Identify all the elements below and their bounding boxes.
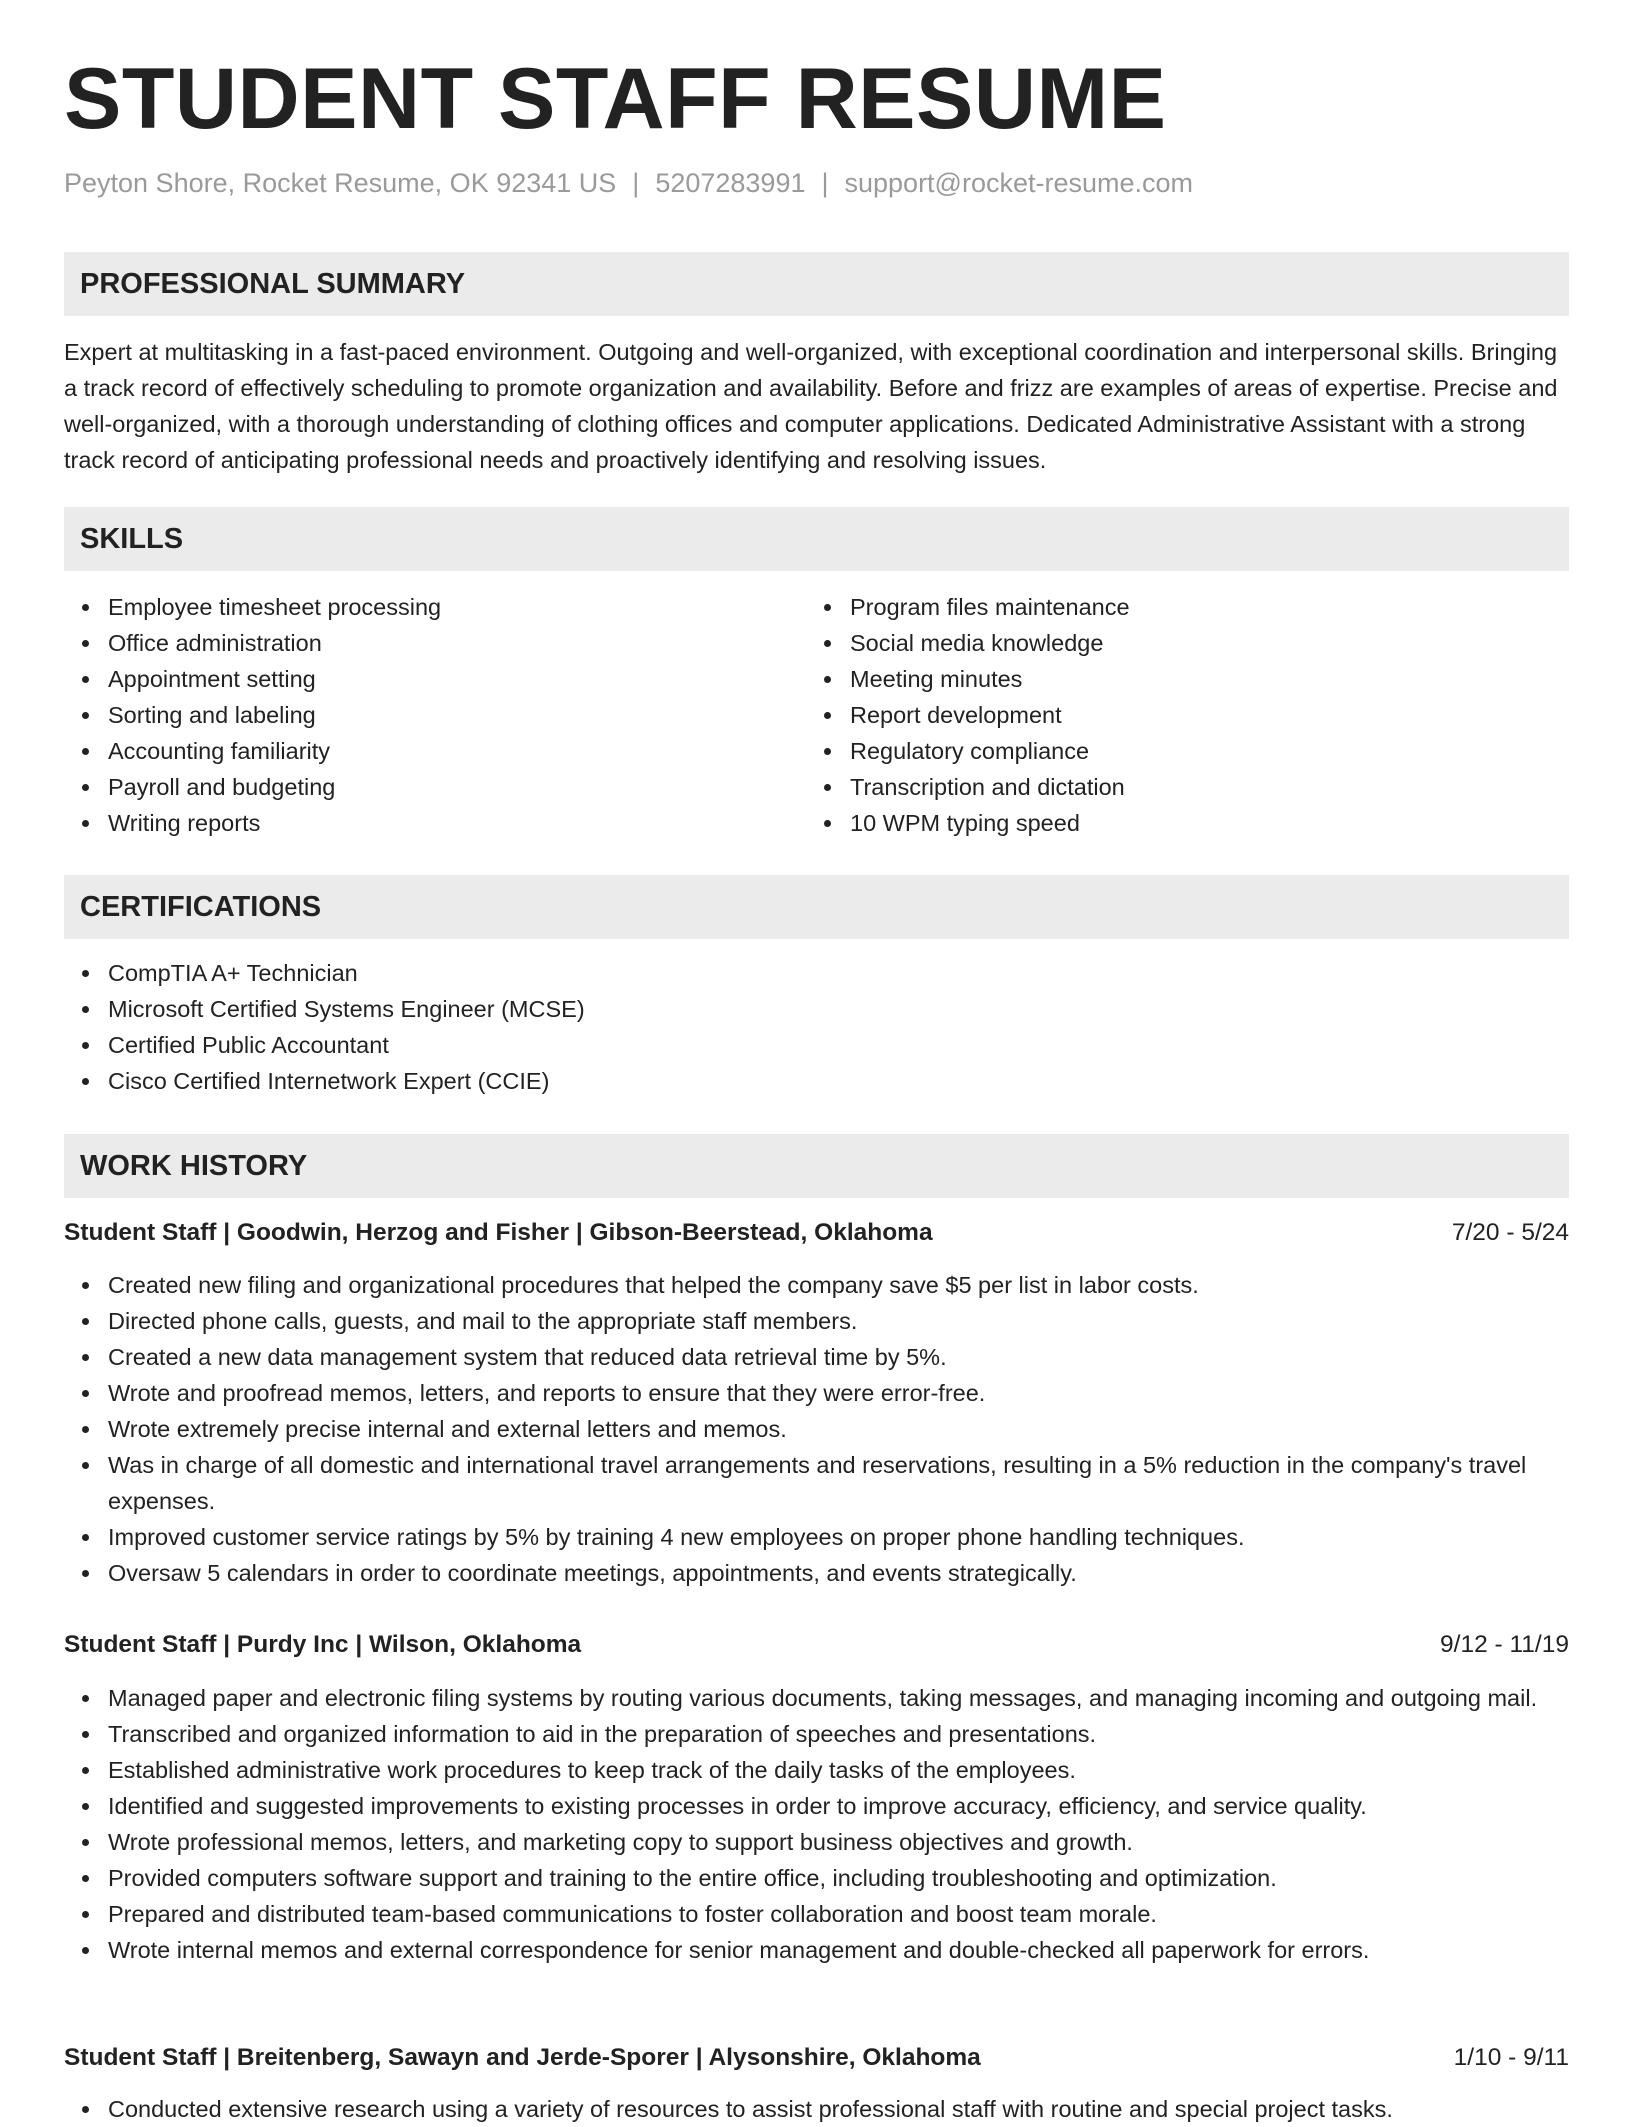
job-bullets bbox=[64, 1680, 1569, 1968]
certification-item: Microsoft Certified Systems Engineer (MCSE) bbox=[108, 991, 1508, 1027]
skills-list-right bbox=[806, 589, 1550, 841]
certification-item: Certified Public Accountant bbox=[108, 1027, 1508, 1063]
job-bullet: Wrote extremely precise internal and external letters and memos. bbox=[108, 1411, 1569, 1447]
job-bullets bbox=[64, 1267, 1569, 1591]
job-title: Student Staff | Goodwin, Herzog and Fisher | Gibson-Beerstead, Oklahoma bbox=[64, 1219, 933, 1246]
contact-line bbox=[64, 168, 1193, 199]
resume-title: STUDENT STAFF RESUME bbox=[64, 51, 1167, 147]
job-bullet: Wrote professional memos, letters, and marketing copy to support business objectives and growth. bbox=[108, 1824, 1569, 1860]
contact-email: support@rocket-resume.com bbox=[844, 168, 1194, 198]
job-bullet: Created new filing and organizational procedures that helped the company save $5 per list in labor costs. bbox=[108, 1267, 1569, 1303]
certification-item: Cisco Certified Internetwork Expert (CCIE) bbox=[108, 1063, 1508, 1099]
contact-separator: | bbox=[821, 168, 829, 198]
job-bullet: Directed phone calls, guests, and mail to the appropriate staff members. bbox=[108, 1303, 1569, 1339]
job-bullet: Transcribed and organized information to aid in the preparation of speeches and presentations. bbox=[108, 1716, 1569, 1752]
skill-item: Writing reports bbox=[108, 805, 798, 841]
skill-item: Payroll and budgeting bbox=[108, 769, 798, 805]
certifications-list bbox=[64, 955, 1508, 1099]
job-title: Student Staff | Purdy Inc | Wilson, Oklahoma bbox=[64, 1631, 582, 1658]
skill-item: Social media knowledge bbox=[850, 625, 1550, 661]
skill-item: 10 WPM typing speed bbox=[850, 805, 1550, 841]
job-dates: 9/12 - 11/19 bbox=[1440, 1631, 1569, 1658]
job-bullets bbox=[64, 2091, 1569, 2127]
skill-item: Office administration bbox=[108, 625, 798, 661]
job-bullet: Created a new data management system that reduced data retrieval time by 5%. bbox=[108, 1339, 1569, 1375]
job-title: Student Staff | Breitenberg, Sawayn and Jerde-Sporer | Alysonshire, Oklahoma bbox=[64, 2044, 981, 2071]
skill-item: Employee timesheet processing bbox=[108, 589, 798, 625]
skill-item: Meeting minutes bbox=[850, 661, 1550, 697]
job-dates: 7/20 - 5/24 bbox=[1451, 1219, 1569, 1246]
job-bullet: Provided computers software support and training to the entire office, including troubleshooting and optimization. bbox=[108, 1860, 1569, 1896]
job-bullet: Oversaw 5 calendars in order to coordinate meetings, appointments, and events strategically. bbox=[108, 1555, 1569, 1591]
job-bullet: Managed paper and electronic filing systems by routing various documents, taking messages, and managing incoming and outgoing mail. bbox=[108, 1680, 1569, 1716]
skill-item: Accounting familiarity bbox=[108, 733, 798, 769]
job-header bbox=[64, 1627, 1569, 1663]
job-bullet: Wrote and proofread memos, letters, and reports to ensure that they were error-free. bbox=[108, 1375, 1569, 1411]
job-header bbox=[64, 2040, 1569, 2076]
skill-item: Report development bbox=[850, 697, 1550, 733]
skill-item: Sorting and labeling bbox=[108, 697, 798, 733]
section-heading-summary: PROFESSIONAL SUMMARY bbox=[64, 252, 1569, 316]
skill-item: Transcription and dictation bbox=[850, 769, 1550, 805]
job-dates: 1/10 - 9/11 bbox=[1453, 2044, 1569, 2071]
job-bullet: Improved customer service ratings by 5% by training 4 new employees on proper phone handling techniques. bbox=[108, 1519, 1569, 1555]
skill-item: Regulatory compliance bbox=[850, 733, 1550, 769]
job-bullet: Established administrative work procedures to keep track of the daily tasks of the employees. bbox=[108, 1752, 1569, 1788]
section-heading-work-history: WORK HISTORY bbox=[64, 1134, 1569, 1198]
job-bullet: Prepared and distributed team-based communications to foster collaboration and boost team morale. bbox=[108, 1896, 1569, 1932]
job-bullet: Identified and suggested improvements to existing processes in order to improve accuracy, efficiency, and service quality. bbox=[108, 1788, 1569, 1824]
skill-item: Program files maintenance bbox=[850, 589, 1550, 625]
skill-item: Appointment setting bbox=[108, 661, 798, 697]
job-bullet: Was in charge of all domestic and international travel arrangements and reservations, resulting in a 5% reduction in the company's travel expenses. bbox=[108, 1447, 1569, 1519]
contact-address: Peyton Shore, Rocket Resume, OK 92341 US bbox=[64, 168, 617, 198]
summary-text: Expert at multitasking in a fast-paced environment. Outgoing and well-organized, with exceptional coordination and interpersonal skills. Bringing a track record of effectively scheduling to promote organization and availability. Before and frizz are examples of areas of expertise. Precise and well-organized, with a thorough understanding of clothing offices and computer applications. Dedicated Administrative Assistant with a strong track record of anticipating professional needs and proactively identifying and resolving issues. bbox=[64, 339, 1558, 473]
skills-list-left bbox=[64, 589, 798, 841]
section-heading-skills: SKILLS bbox=[64, 507, 1569, 571]
section-heading-certifications: CERTIFICATIONS bbox=[64, 875, 1569, 939]
certification-item: CompTIA A+ Technician bbox=[108, 955, 1508, 991]
job-bullet: Wrote internal memos and external correspondence for senior management and double-checked all paperwork for errors. bbox=[108, 1932, 1569, 1968]
contact-separator: | bbox=[632, 168, 640, 198]
job-header bbox=[64, 1215, 1569, 1251]
job-bullet: Conducted extensive research using a variety of resources to assist professional staff with routine and special project tasks. bbox=[108, 2091, 1569, 2127]
contact-phone: 5207283991 bbox=[655, 168, 806, 198]
